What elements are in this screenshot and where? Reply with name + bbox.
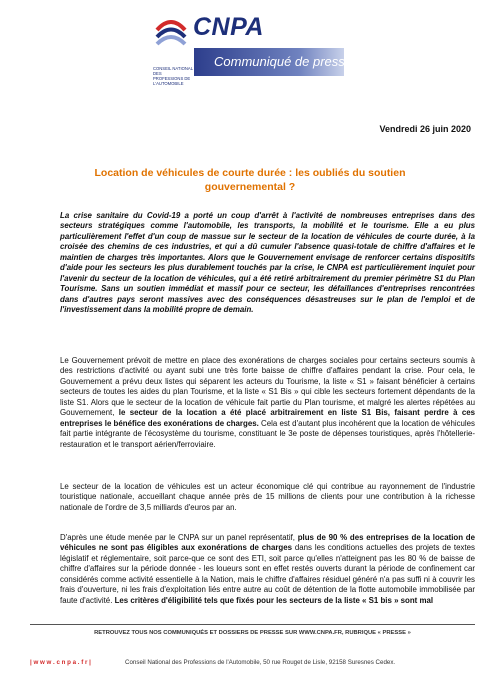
paragraph-bold-text: le secteur de la location a été placé arbitrairement en liste S1 Bis, faisant perdre à ces entreprises le bénéfice des exonérations de charges. (60, 408, 475, 428)
press-label: Communiqué de presse (214, 54, 353, 69)
footer-address: Conseil National des Professions de l'Automobile, 50 rue Rouget de Lisle, 92158 Suresnes Cedex. (125, 659, 396, 666)
body-paragraph (60, 533, 475, 606)
logo-wordmark: CNPA (193, 13, 264, 41)
paragraph-bold-text: Les critères d'éligibilité tels que fixés pour les secteurs de la liste « S1 bis » sont mal (114, 595, 434, 605)
document-title: Location de véhicules de courte durée : les oubliés du soutien gouvernemental ? (94, 167, 406, 193)
cnpa-logo-icon (153, 10, 189, 62)
lead-paragraph: La crise sanitaire du Covid-19 a porté un coup d'arrêt à l'activité de nombreuses entreprises dans des secteurs stratégiques comme l'automobile, les transports, la mobilité et le tourisme. Elle a eu plus particulièrement l'effet d'un coup de massue sur le secteur de la location de véhicules de courte durée, à la croisée des chemins de ces industries, et qui a dû cumuler l'absence quasi-totale de chiffre d'affaires et le maintien de charges très importantes. Alors que le Gouvernement envisage de renforcer certains dispositifs d'aide pour les secteurs les plus durablement touchés par la crise, le CNPA est particulièrement inquiet pour l'avenir du secteur de la location de véhicules, qui a été retiré arbitrairement du premier périmètre S1 du Plan Tourisme. Sans un soutien immédiat et massif pour ce secteur, les défaillances d'entreprises rencontrées dans d'autres pays seront massives avec des conséquences désastreuses sur le plan de l'emploi et de l'investissement dans la mobilité propre de demain. (60, 211, 475, 315)
footer-note: RETROUVEZ TOUS NOS COMMUNIQUÉS ET DOSSIERS DE PRESSE SUR WWW.CNPA.FR, RUBRIQUE « PRESSE » (94, 630, 411, 636)
website-link[interactable]: | w w w . c n p a . f r | (30, 659, 91, 666)
paragraph-text: D'après une étude menée par le CNPA sur un panel représentatif, (60, 533, 298, 542)
logo-subtitle: CONSEIL NATIONAL DES PROFESSIONS DE L'AUTOMOBILE (153, 66, 193, 86)
body-paragraph: Le secteur de la location de véhicules est un acteur économique clé qui contribue au rayonnement de l'industrie touristique nationale, accueillant chaque année près de 15 millions de clients pour une contribution à la richesse nationale de l'ordre de 3,5 milliards d'euros par an. (60, 482, 475, 512)
letterhead (0, 0, 495, 104)
body-paragraph (60, 356, 475, 450)
paragraph-text: dans les conditions actuelles des projets de textes législatif et réglementaire, soit parce-que ce sont des ETI, soit parce qu'elles n'atteignent pas les 80 % de baisse de chiffre d'affaires sur la période donnée - les loueurs sont en effet restés ouverts durant la période de confinement car considérés comme activité essentielle à la Nation, mais le chiffre d'affaires résiduel généré n'a pas suffi ni à couvrir les frais d'ouverture, ni les frais d'exploitation liés entre autre au coût de détention de la flotte automobile immobilisée par faute d'activité. (60, 543, 475, 605)
paragraph-text: Le Gouvernement prévoit de mettre en place des exonérations de charges sociales pour certains secteurs soumis à des restrictions d'activité ou ayant subi une très forte baisse de chiffre d'affaires pendant la crise. Pour cela, le Gouvernement a prévu deux listes qui séparent les acteurs du Tourisme, la liste « S1 » faisant bénéficier à certains secteurs de toutes les aides du plan Tourisme, et la liste « S1 Bis » qui cible les secteurs fortement dépendants de la liste S1. Alors que le secteur de la location de véhicule fait partie du Plan tourisme, et malgré les alertes répétées au Gouvernement, (60, 356, 475, 418)
footer-divider (30, 624, 475, 625)
document-date: Vendredi 26 juin 2020 (379, 124, 471, 134)
paragraph-text: Cela est d'autant plus incohérent que la location de véhicules fait partie intégrante de l'écosystème du tourisme, constituant le 3e poste de dépenses touristiques, après l'hôtellerie-restauration et le transport aérien/ferroviaire. (60, 418, 476, 449)
paragraph-bold-text: plus de 90 % des entreprises de la location de véhicules ne sont pas éligibles aux exonérations de charges (60, 533, 475, 553)
